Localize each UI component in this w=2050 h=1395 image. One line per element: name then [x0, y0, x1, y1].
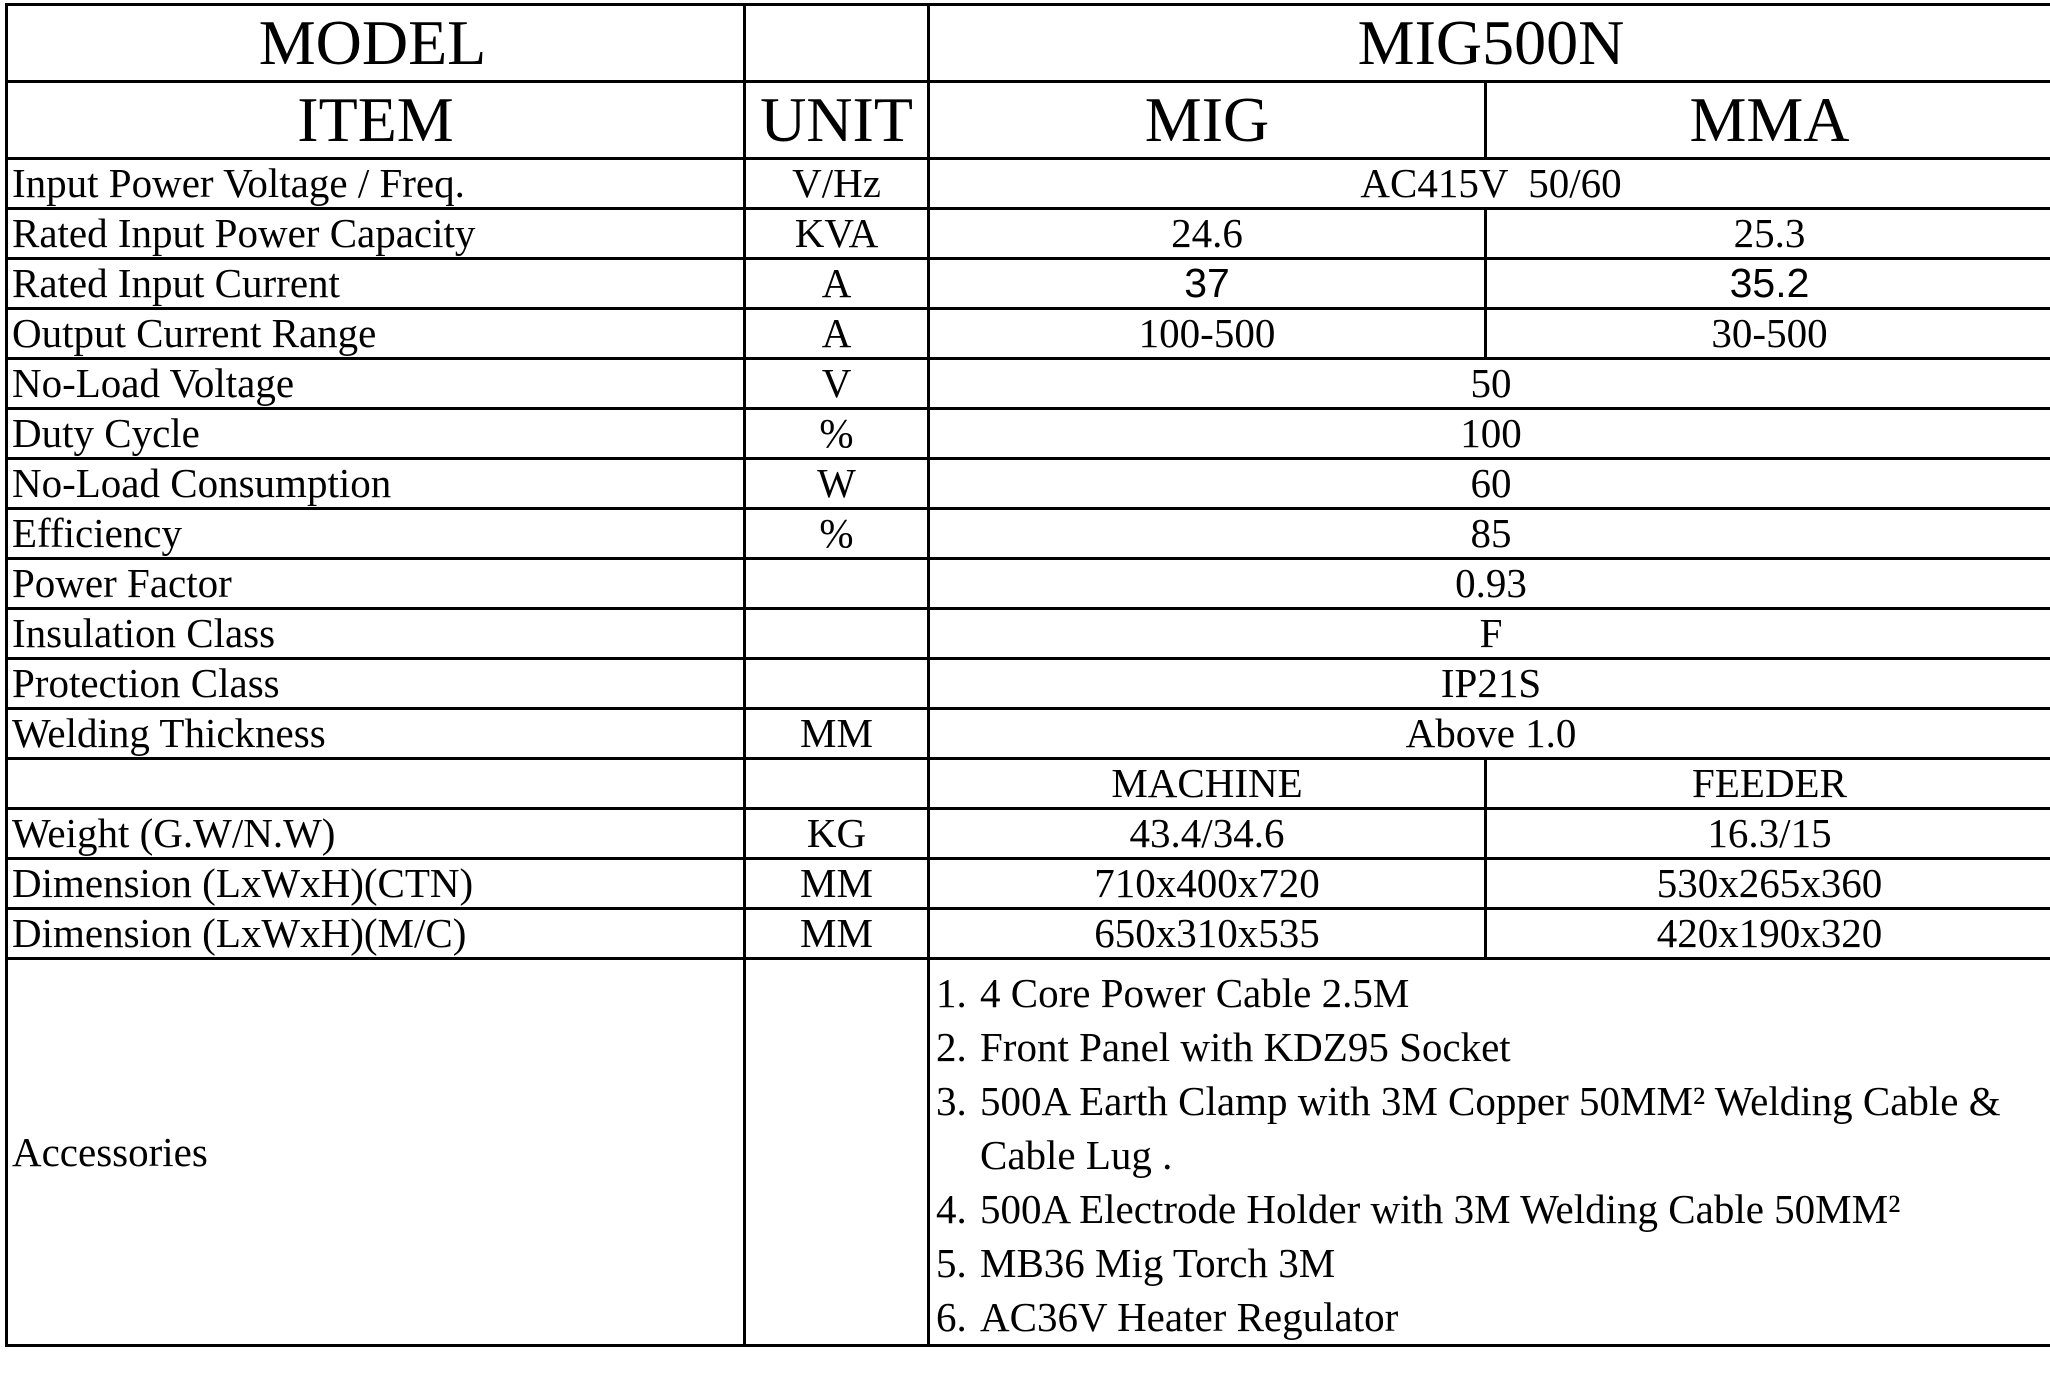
list-item-text: MB36 Mig Torch 3M: [980, 1240, 1336, 1286]
accessories-list: [936, 966, 2048, 1344]
model-header-row: [7, 5, 2050, 82]
mig-header: MIG: [929, 82, 1486, 159]
row-mig-value: 37: [929, 259, 1486, 309]
mma-header: MMA: [1486, 82, 2050, 159]
list-item: [936, 1020, 2048, 1074]
row-item: Protection Class: [7, 659, 745, 709]
row-unit: MM: [745, 709, 929, 759]
row-item: Power Factor: [7, 559, 745, 609]
list-item-number: 6.: [936, 1294, 967, 1340]
row-item: Weight (G.W/N.W): [7, 809, 745, 859]
table-row: [7, 559, 2050, 609]
table-row: [7, 259, 2050, 309]
row-item: No-Load Voltage: [7, 359, 745, 409]
row-value: 60: [929, 459, 2050, 509]
list-item-text: AC36V Heater Regulator: [980, 1294, 1399, 1340]
row-feeder-value: 16.3/15: [1486, 809, 2050, 859]
machine-header: MACHINE: [929, 759, 1486, 809]
blank-unit-cell: [745, 759, 929, 809]
list-item-number: 3.: [936, 1078, 967, 1124]
row-mma-value: 35.2: [1486, 259, 2050, 309]
table-row: [7, 209, 2050, 259]
row-unit: KVA: [745, 209, 929, 259]
accessories-unit-blank: [745, 959, 929, 1346]
table-row: [7, 609, 2050, 659]
column-header-row: [7, 82, 2050, 159]
list-item-text: 500A Electrode Holder with 3M Welding Cable 50MM²: [980, 1186, 1901, 1232]
row-item: Efficiency: [7, 509, 745, 559]
unit-header: UNIT: [745, 82, 929, 159]
table-row: [7, 909, 2050, 959]
row-item: Dimension (LxWxH)(CTN): [7, 859, 745, 909]
list-item-number: 1.: [936, 970, 967, 1016]
list-item-number: 5.: [936, 1240, 967, 1286]
row-value: 50: [929, 359, 2050, 409]
row-unit: KG: [745, 809, 929, 859]
row-value: Above 1.0: [929, 709, 2050, 759]
table-row: [7, 309, 2050, 359]
row-unit: MM: [745, 909, 929, 959]
item-header: ITEM: [7, 82, 745, 159]
model-value: MIG500N: [929, 5, 2050, 82]
row-item: Output Current Range: [7, 309, 745, 359]
spec-table: [5, 3, 2050, 1347]
row-machine-value: 43.4/34.6: [929, 809, 1486, 859]
table-row: [7, 459, 2050, 509]
row-unit: %: [745, 509, 929, 559]
row-mma-value: 30-500: [1486, 309, 2050, 359]
row-item: Input Power Voltage / Freq.: [7, 159, 745, 209]
machine-feeder-header-row: [7, 759, 2050, 809]
row-machine-value: 650x310x535: [929, 909, 1486, 959]
row-unit: [745, 659, 929, 709]
row-feeder-value: 530x265x360: [1486, 859, 2050, 909]
table-row: [7, 359, 2050, 409]
row-item: Dimension (LxWxH)(M/C): [7, 909, 745, 959]
row-unit: A: [745, 309, 929, 359]
table-row: [7, 409, 2050, 459]
list-item: [936, 1074, 2048, 1182]
table-row: [7, 659, 2050, 709]
list-item: [936, 1290, 2048, 1344]
row-value: 100: [929, 409, 2050, 459]
row-unit: V/Hz: [745, 159, 929, 209]
table-row: [7, 509, 2050, 559]
table-row: [7, 159, 2050, 209]
row-mig-value: 24.6: [929, 209, 1486, 259]
row-unit: MM: [745, 859, 929, 909]
blank-item-cell: [7, 759, 745, 809]
model-unit-blank: [745, 5, 929, 82]
feeder-header: FEEDER: [1486, 759, 2050, 809]
list-item-text: 4 Core Power Cable 2.5M: [980, 970, 1410, 1016]
row-feeder-value: 420x190x320: [1486, 909, 2050, 959]
row-machine-value: 710x400x720: [929, 859, 1486, 909]
row-unit: V: [745, 359, 929, 409]
row-unit: [745, 609, 929, 659]
row-item: Rated Input Power Capacity: [7, 209, 745, 259]
row-value: 0.93: [929, 559, 2050, 609]
row-item: Rated Input Current: [7, 259, 745, 309]
list-item-number: 2.: [936, 1024, 967, 1070]
row-mig-value: 100-500: [929, 309, 1486, 359]
list-item-number: 4.: [936, 1186, 967, 1232]
row-unit: %: [745, 409, 929, 459]
row-value: IP21S: [929, 659, 2050, 709]
list-item: [936, 1236, 2048, 1290]
table-row: [7, 809, 2050, 859]
row-item: No-Load Consumption: [7, 459, 745, 509]
row-item: Duty Cycle: [7, 409, 745, 459]
list-item: [936, 1182, 2048, 1236]
row-item: Insulation Class: [7, 609, 745, 659]
table-row: [7, 709, 2050, 759]
row-value: AC415V 50/60: [929, 159, 2050, 209]
row-value: 85: [929, 509, 2050, 559]
row-unit: W: [745, 459, 929, 509]
row-unit: A: [745, 259, 929, 309]
list-item-text: Front Panel with KDZ95 Socket: [980, 1024, 1511, 1070]
table-row: [7, 859, 2050, 909]
list-item: [936, 966, 2048, 1020]
accessories-label: Accessories: [7, 959, 745, 1346]
model-label: MODEL: [7, 5, 745, 82]
list-item-text: 500A Earth Clamp with 3M Copper 50MM² Welding Cable & Cable Lug .: [980, 1078, 2001, 1178]
row-value: F: [929, 609, 2050, 659]
row-unit: [745, 559, 929, 609]
row-item: Welding Thickness: [7, 709, 745, 759]
accessories-row: [7, 959, 2050, 1346]
row-mma-value: 25.3: [1486, 209, 2050, 259]
accessories-list-cell: [929, 959, 2050, 1346]
